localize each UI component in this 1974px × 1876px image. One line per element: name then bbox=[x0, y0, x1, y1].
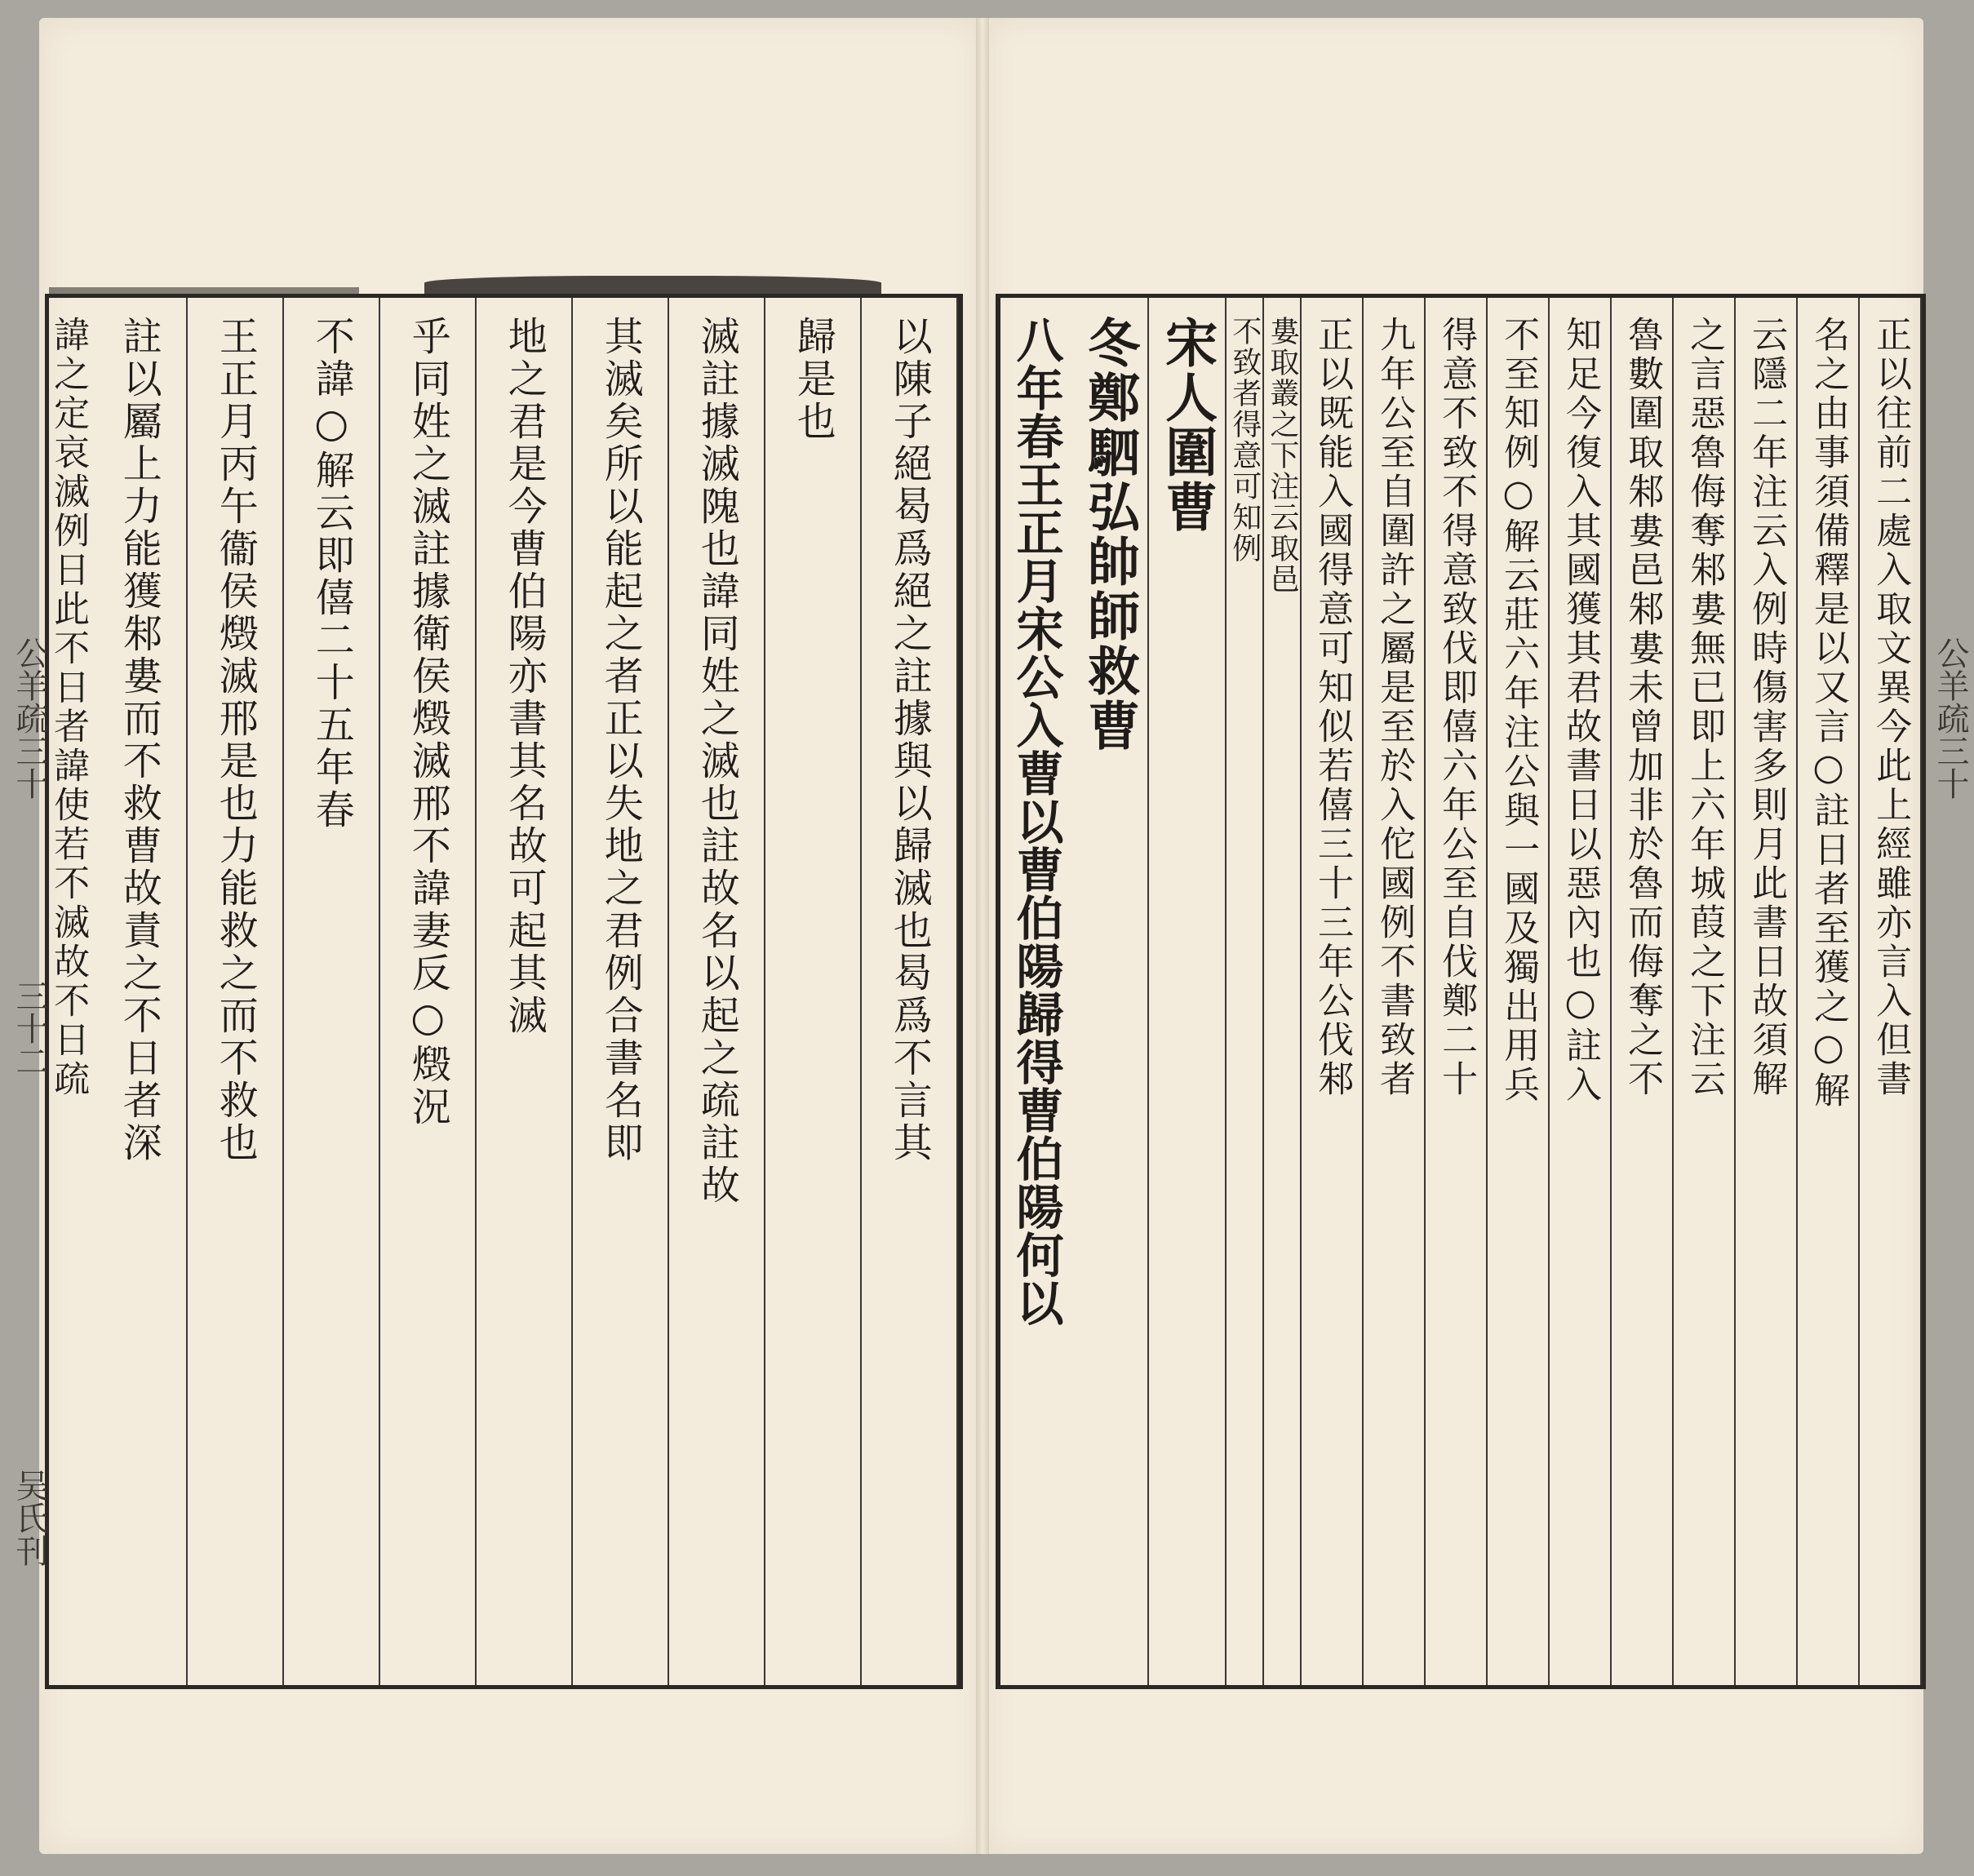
column-text: 知足今復入其國獲其君故書日以惡內也○註入 bbox=[1559, 316, 1602, 1105]
text-column bbox=[380, 298, 477, 1685]
column-text: 宋人圍曹 bbox=[1156, 316, 1218, 534]
running-head: 公羊疏三十 bbox=[1932, 636, 1969, 800]
text-column bbox=[91, 298, 188, 1685]
text-column bbox=[1550, 298, 1612, 1685]
text-column bbox=[1000, 298, 1071, 1685]
column-text: 得意不致不得意致伐即僖六年公至自伐鄭二十 bbox=[1435, 316, 1478, 1099]
book-gutter bbox=[976, 18, 989, 1854]
text-column bbox=[573, 298, 669, 1685]
left-text-frame bbox=[45, 294, 963, 1689]
publisher-mark: 吴氏刊 bbox=[11, 1469, 48, 1567]
text-column bbox=[1227, 298, 1264, 1685]
column-text: 魯數圍取邾婁邑邾婁未曾加非於魯而侮奪之不 bbox=[1621, 316, 1664, 1099]
right-text-frame bbox=[996, 294, 1926, 1689]
column-text: 不致者得意可知例 bbox=[1227, 316, 1262, 564]
column-text: 八年春王正月宋公入曹以曹伯陽歸得曹伯陽何以 bbox=[1008, 316, 1064, 1327]
column-text: 乎同姓之滅註據衛侯燬滅邢不諱妻反○燬況 bbox=[405, 316, 451, 1129]
column-text: 九年公至自圍許之屬是至於入佗國例不書致者 bbox=[1373, 316, 1416, 1099]
text-column bbox=[477, 298, 573, 1685]
text-column bbox=[1612, 298, 1674, 1685]
column-text: 以陳子絕曷爲絕之註據與以歸滅也曷爲不言其 bbox=[886, 316, 933, 1164]
column-text: 歸是也 bbox=[790, 316, 836, 443]
text-column bbox=[765, 298, 862, 1685]
text-column bbox=[1736, 298, 1798, 1685]
column-text: 云隱二年注云入例時傷害多則月此書日故須解 bbox=[1746, 316, 1788, 1099]
text-column bbox=[1860, 298, 1922, 1685]
text-column bbox=[1071, 298, 1149, 1685]
text-column bbox=[188, 298, 284, 1685]
ink-smudge bbox=[424, 276, 881, 294]
column-text: 王正月丙午衞侯燬滅邢是也力能救之而不救也 bbox=[212, 316, 259, 1164]
column-text: 諱之定哀滅例日此不日者諱使若不滅故不日疏 bbox=[47, 316, 90, 1099]
column-text: 之言惡魯侮奪邾婁無已即上六年城葭之下注云 bbox=[1683, 316, 1726, 1099]
text-column bbox=[669, 298, 765, 1685]
text-column bbox=[1149, 298, 1227, 1685]
text-column bbox=[284, 298, 380, 1685]
column-text: 婁取叢之下注云取邑 bbox=[1265, 316, 1299, 595]
column-text: 冬鄭駟弘帥師救曹 bbox=[1079, 316, 1141, 753]
column-text: 不諱○解云即僖二十五年春 bbox=[308, 316, 355, 832]
column-text: 其滅矣所以能起之者正以失地之君例合書名即 bbox=[597, 316, 644, 1164]
column-text: 不至知例○解云莊六年注公與一國及獨出用兵 bbox=[1497, 316, 1540, 1105]
column-text: 名之由事須備釋是以又言○註日者至獲之○解 bbox=[1808, 316, 1850, 1111]
running-head: 公羊疏三十 bbox=[11, 636, 48, 800]
column-text: 地之君是今曹伯陽亦書其名故可起其滅 bbox=[501, 316, 548, 1037]
text-column bbox=[1674, 298, 1736, 1685]
text-column bbox=[1488, 298, 1550, 1685]
text-column bbox=[1302, 298, 1364, 1685]
text-column bbox=[1798, 298, 1860, 1685]
folio-number: 三十二 bbox=[11, 979, 48, 1077]
text-column bbox=[1426, 298, 1488, 1685]
column-text: 滅註據滅隗也諱同姓之滅也註故名以起之疏註故 bbox=[694, 316, 740, 1207]
column-text: 註以屬上力能獲邾婁而不救曹故責之不日者深 bbox=[116, 316, 162, 1164]
text-column bbox=[1364, 298, 1426, 1685]
column-text: 正以往前二處入取文異今此上經雖亦言入但書 bbox=[1870, 316, 1912, 1099]
column-text: 正以既能入國得意可知似若僖三十三年公伐邾 bbox=[1311, 316, 1354, 1099]
text-column bbox=[862, 298, 958, 1685]
text-column bbox=[1264, 298, 1302, 1685]
